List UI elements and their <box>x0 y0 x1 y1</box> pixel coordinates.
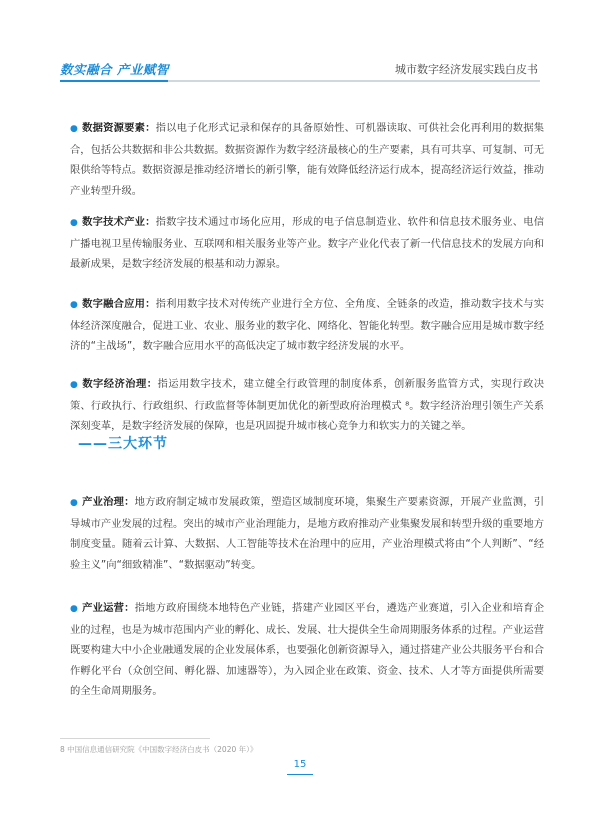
paragraph-text: 指运用数字技术，建立健全行政管理的制度体系，创新服务监管方式，实现行政决策、行政执行、行政组织、行政监督等体制更加优化的新型政府治理模式 ⁸。数字经济治理引领生产关系深刻变革，是数字经济发展的保障，也是巩固提升城市核心竞争力和软实力的关键之举。 <box>70 378 545 432</box>
term-label: 数据资源要素： <box>82 122 156 134</box>
paragraph-industry-operation <box>70 598 544 702</box>
footnote-divider <box>60 738 210 739</box>
paragraph-digital-governance <box>70 374 544 437</box>
paragraph-digital-fusion <box>70 294 544 357</box>
bullet-icon: ● <box>70 604 79 614</box>
paragraph-text: 指数字技术通过市场化应用，形成的电子信息制造业、软件和信息技术服务业、电信广播电视卫星传输服务业、互联网和相关服务业等产业。数字产业化代表了新一代信息技术的发展方向和最新成果，是数字经济发展的根基和动力源泉。 <box>70 216 545 270</box>
brand-slogan: 数实融合 产业赋智 <box>60 62 169 77</box>
paragraph-text: 地方政府制定城市发展政策，塑造区域制度环境，集聚生产要素资源，开展产业监测，引导城市产业发展的过程。突出的城市产业治理能力，是地方政府推动产业集聚发展和转型升级的重要地方制度变量。随着云计算、大数据、人工智能等技术在治理中的应用，产业治理模式将由“个人判断”、“经验主义”向“细致精准”、“数据驱动”转变。 <box>70 496 545 571</box>
term-label: 产业运营： <box>82 602 135 614</box>
bullet-icon: ● <box>70 124 79 134</box>
page-number: 15 <box>293 759 307 770</box>
term-label: 数字技术产业： <box>82 216 156 228</box>
footnote: 8 中国信息通信研究院《中国数字经济白皮书（2020 年）》 <box>60 745 258 754</box>
bullet-icon: ● <box>70 300 79 310</box>
term-label: 数字经济治理： <box>82 378 158 390</box>
bullet-icon: ● <box>70 380 79 390</box>
paragraph-text: 指地方政府围绕本地特色产业链，搭建产业园区平台，遴选产业赛道，引入企业和培育企业的过程，也是为城市范围内产业的孵化、成长、发展、壮大提供全生命周期服务体系的过程。产业运营既要构建大中小企业融通发展的企业发展体系，也要强化创新资源导入，通过搭建产业公共服务平台和合作孵化平台（众创空间、孵化器、加速器等），为入园企业在政策、资金、技术、人才等方面提供所需要的全生命周期服务。 <box>70 602 545 697</box>
page-number-underline <box>287 774 313 775</box>
paragraph-text: 指以电子化形式记录和保存的具备原始性、可机器读取、可供社会化再利用的数据集合，包括公共数据和非公共数据。数据资源作为数字经济最核心的生产要素，具有可共享、可复制、可无限供给等特点。数据资源是推动经济增长的新引擎，能有效降低经济运行成本，提高经济运行效益，推动产业转型升级。 <box>70 122 545 197</box>
bullet-icon: ● <box>70 498 79 508</box>
bullet-icon: ● <box>70 218 79 228</box>
paragraph-industry-governance <box>70 492 544 575</box>
term-label: 产业治理： <box>82 496 135 508</box>
paragraph-data-resources <box>70 118 544 201</box>
header-title: 城市数字经济发展实践白皮书 <box>395 63 538 76</box>
section-heading: ——三大环节 <box>78 436 168 452</box>
paragraph-digital-tech-industry <box>70 212 544 275</box>
term-label: 数字融合应用： <box>82 298 156 310</box>
header-divider-accent <box>60 80 168 82</box>
paragraph-text: 指利用数字技术对传统产业进行全方位、全角度、全链条的改造，推动数字技术与实体经济深度融合，促进工业、农业、服务业的数字化、网络化、智能化转型。数字融合应用是城市数字经济的“主战场”，数字融合应用水平的高低决定了城市数字经济发展的水平。 <box>70 298 545 352</box>
page-header <box>60 56 540 82</box>
